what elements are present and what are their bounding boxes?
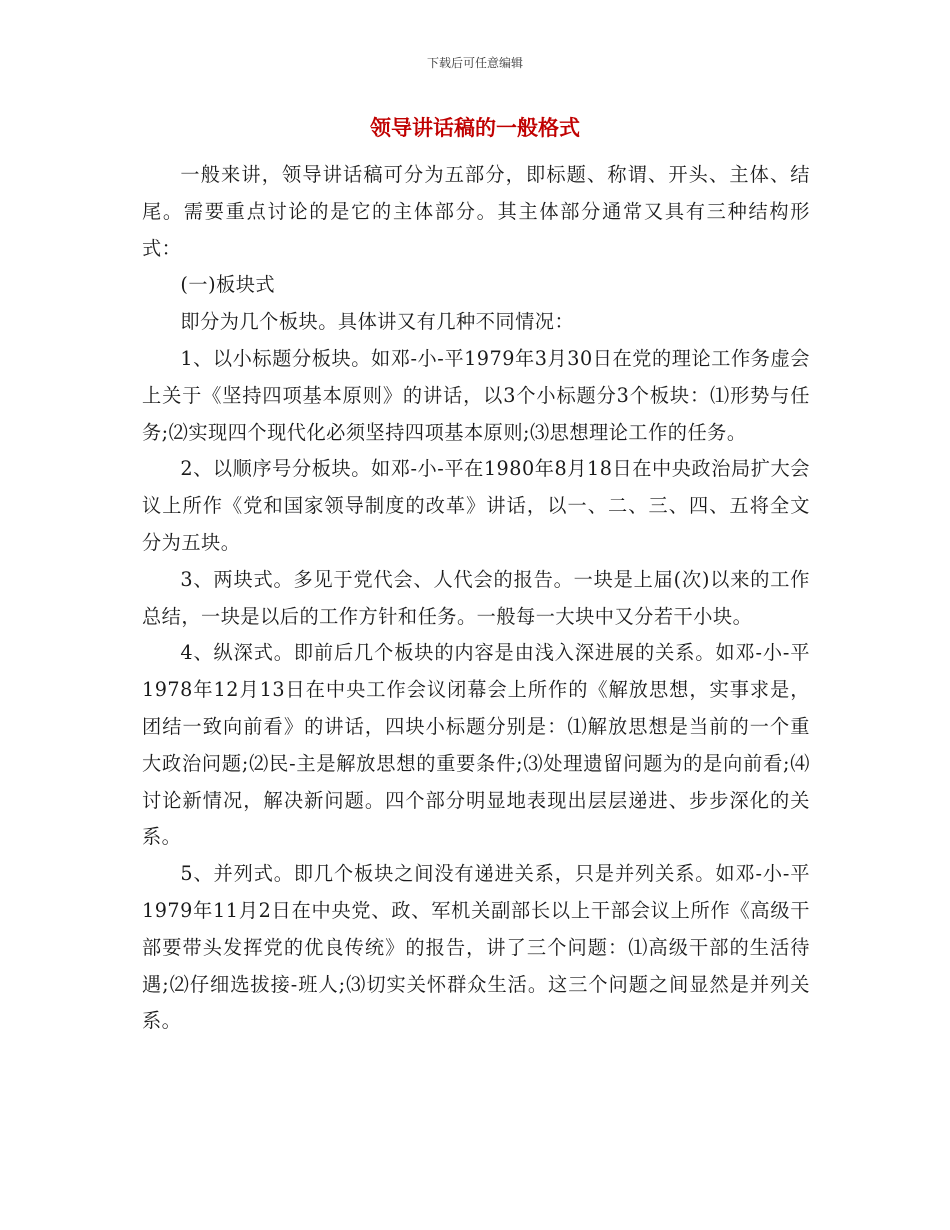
paragraph-item-2: 2、以顺序号分板块。如邓-小-平在1980年8月18日在中央政治局扩大会议上所作《党和国家领导制度的改革》讲话，以一、二、三、四、五将全文分为五块。 xyxy=(142,457,810,554)
document-title: 领导讲话稿的一般格式 xyxy=(370,116,580,140)
paragraph-block-overview: 即分为几个板块。具体讲又有几种不同情况： xyxy=(180,310,575,334)
paragraph-item-4: 4、纵深式。即前后几个板块的内容是由浅入深进展的关系。如邓-小-平1978年12月13日在中央工作会议闭幕会上所作的《解放思想，实事求是，团结一致向前看》的讲话，四块小标题分别是：⑴解放思想是当前的一个重大政治问题;⑵民-主是解放思想的重要条件;⑶处理遗留问题为的是向前看;⑷讨论新情况，解决新问题。四个部分明显地表现出层层递进、步步深化的关系。 xyxy=(142,641,810,849)
paragraph-item-1: 1、以小标题分板块。如邓-小-平1979年3月30日在党的理论工作务虚会上关于《坚持四项基本原则》的讲话，以3个小标题分3个板块：⑴形势与任务;⑵实现四个现代化必须坚持四项基本原则;⑶思想理论工作的任务。 xyxy=(142,346,810,444)
paragraph-item-3: 3、两块式。多见于党代会、人代会的报告。一块是上届(次)以来的工作总结，一块是以后的工作方针和任务。一般每一大块中又分若干小块。 xyxy=(142,567,810,628)
paragraph-item-5: 5、并列式。即几个板块之间没有递进关系，只是并列关系。如邓-小-平1979年11月2日在中央党、政、军机关副部长以上干部会议上所作《高级干部要带头发挥党的优良传统》的报告，讲了三个问题：⑴高级干部的生活待遇;⑵仔细选拔接-班人;⑶切实关怀群众生活。这三个问题之间显然是并列关系。 xyxy=(142,862,810,1033)
page-header-note: 下载后可任意编辑 xyxy=(426,56,523,70)
paragraph-intro: 一般来讲，领导讲话稿可分为五部分，即标题、称谓、开头、主体、结尾。需要重点讨论的是它的主体部分。其主体部分通常又具有三种结构形式： xyxy=(142,163,810,260)
section-heading-block-style: (一)板块式 xyxy=(180,273,276,297)
document-body xyxy=(142,157,810,1040)
